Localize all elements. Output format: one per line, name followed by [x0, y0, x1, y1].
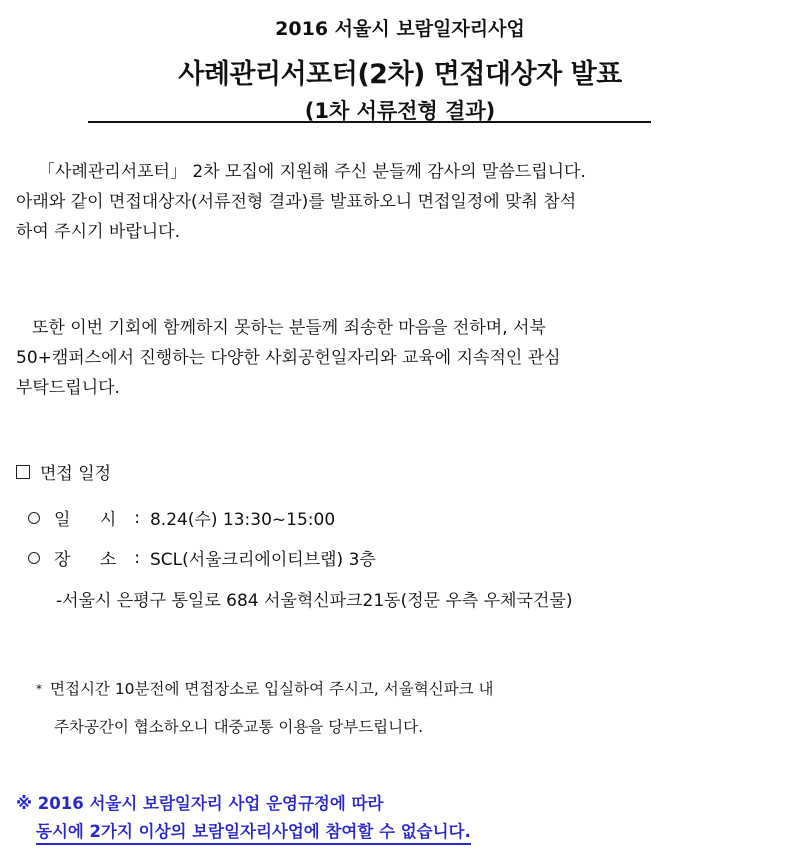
note-text-1: 면접시간 10분전에 면접장소로 입실하여 주시고, 서울혁신파크 내 — [50, 680, 494, 698]
notice-title: 사례관리서포터(2차) 면접대상자 발표 — [178, 59, 622, 90]
date-value: 8.24(수) 13:30~15:00 — [149, 510, 336, 530]
notice-result-label: (1차 서류전형 결과) — [304, 99, 496, 123]
circle-bullet-icon — [28, 512, 40, 524]
note-asterisk: * — [36, 682, 42, 696]
schedule-heading-label: 면접 일정 — [40, 464, 112, 484]
intro-line: 「사례관리서포터」 2차 모집에 지원해 주신 분들께 감사의 말씀드립니다. — [38, 162, 586, 182]
schedule-date-row — [28, 505, 335, 530]
checkbox-square-icon — [16, 465, 30, 479]
note-line-2: 주차공간이 협소하오니 대중교통 이용을 당부드립니다. — [54, 718, 424, 736]
date-label: 일 시 — [54, 510, 129, 530]
place-separator: : — [134, 547, 140, 568]
regret-line: 또한 이번 기회에 함께하지 못하는 분들께 죄송한 마음을 전하며, 서북 — [32, 318, 546, 338]
notice-subtitle: 2016 서울시 보람일자리사업 — [275, 18, 525, 40]
intro-line: 하여 주시기 바랍니다. — [16, 222, 181, 242]
schedule-heading — [16, 459, 111, 484]
place-address: -서울시 은평구 통일로 684 서울혁신파크21동(정문 우측 우체국건물) — [56, 591, 573, 611]
warning-line-1: ※ 2016 서울시 보람일자리 사업 운영규정에 따라 — [16, 794, 384, 813]
schedule-place-row — [28, 545, 376, 570]
regret-line: 부탁드립니다. — [16, 378, 120, 398]
place-label: 장 소 — [54, 550, 129, 570]
circle-bullet-icon — [28, 552, 40, 564]
regret-line: 50+캠퍼스에서 진행하는 다양한 사회공헌일자리와 교육에 지속적인 관심 — [16, 348, 561, 368]
note-line-1 — [36, 671, 494, 707]
date-separator: : — [134, 507, 140, 528]
regret-paragraph — [16, 313, 756, 403]
intro-paragraph — [16, 157, 756, 247]
intro-line: 아래와 같이 면접대상자(서류전형 결과)를 발표하오니 면접일정에 맞춰 참석 — [16, 192, 577, 212]
place-value: SCL(서울크리에이티브랩) 3층 — [149, 550, 376, 570]
warning-line-2: 동시에 2가지 이상의 보람일자리사업에 참여할 수 없습니다. — [36, 818, 471, 845]
title-underline — [88, 121, 651, 123]
